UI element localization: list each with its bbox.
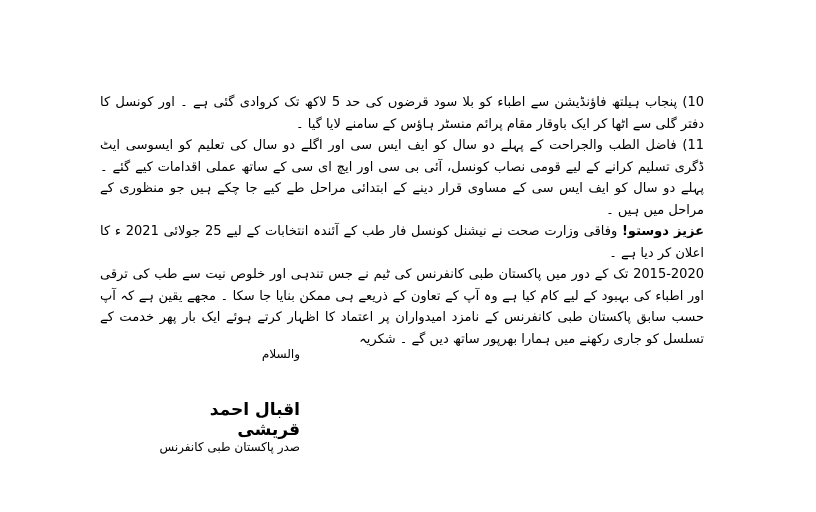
signature-title: صدر پاکستان طبی کانفرنس [159, 440, 300, 454]
paragraph-item-11 [100, 135, 704, 221]
paragraph-text: وفاقی وزارت صحت نے نیشنل کونسل فار طب کے آئندہ انتخابات کے لیے 25 جولائی 2021 ء کا اعلان کر دیا ہے ۔ [100, 224, 704, 261]
signature-name: اقبال احمد قریشی [209, 400, 300, 440]
paragraph-text: 10) پنجاب ہیلتھ فاؤنڈیشن سے اطباء کو بلا سود قرضوں کی حد 5 لاکھ تک کروادی گئی ہے ۔ اور کونسل کا دفتر گلی سے اٹھا کر ایک باوقار مقام پرائم منسٹر ہاؤس کے سامنے لایا گیا ۔ [100, 95, 705, 132]
paragraph-item-10 [100, 92, 704, 135]
document-body [100, 92, 704, 350]
salutation: عزیز دوستو! [622, 224, 704, 239]
paragraph-appeal [100, 264, 704, 350]
paragraph-text: 11) فاضل الطب والجراحت کے پہلے دو سال کو ایف ایس سی اور اگلے دو سال کی تعلیم کو ایسوسی ایٹ ڈگری تسلیم کرانے کے لیے قومی نصاب کونسل، آئی بی سی اور ایچ ای سی کے ساتھ عملی اقدامات کیے گئے ۔ پہلے دو سال کو ایف ایس سی کے مساوی قرار دینے کے ابتدائی مراحل طے کیے جا چکے ہیں جو منظوری کے مراحل میں ہیں ۔ [100, 138, 704, 218]
closing-salutation: والسلام [261, 347, 300, 361]
paragraph-text: 2015-2020 تک کے دور میں پاکستان طبی کانفرنس کی ٹیم نے جس تندہی اور خلوص نیت سے طب کی ترقی اور اطباء کی بہبود کے لیے کام کیا ہے وہ آپ کے تعاون کے ذریعے ہی ممکن بنایا جا سکا ۔ مجھے یقین ہے کہ آپ حسب سابق پاکستان طبی کانفرنس کے نامزد امیدواران پر اعتماد کا اظہار کرتے ہوئے ایک بار پھر خدمت کے تسلسل کو جاری رکھنے میں ہمارا بھرپور ساتھ دیں گے ۔ شکریہ [100, 267, 704, 347]
paragraph-announcement [100, 221, 704, 264]
